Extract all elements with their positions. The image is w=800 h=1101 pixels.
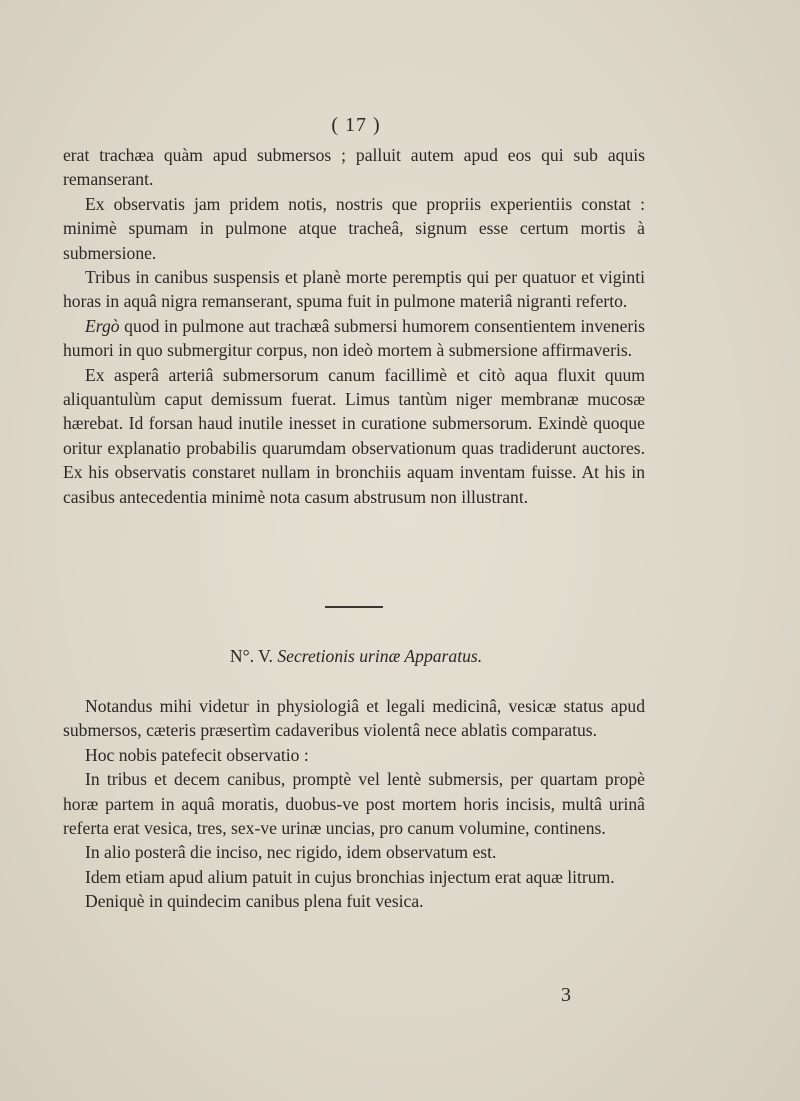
italic-lead-word: Ergò (85, 315, 120, 336)
paragraph: Ergò quod in pulmone aut trachæâ submersi humorem consentientem inveneris humori in quo submergitur corpus, non ideò mortem à submersione affirmaveris. (63, 315, 645, 361)
bottom-text-block (63, 694, 645, 914)
paragraph: erat trachæa quàm apud submersos ; palluit autem apud eos qui sub aquis remanserant. (63, 145, 645, 190)
signature-mark: 3 (561, 984, 571, 1006)
paragraph: Tribus in canibus suspensis et planè morte peremptis qui per quatuor et viginti horas in aquâ nigra remanserant, spuma fuit in pulmone materiâ nigranti referto. (63, 267, 645, 312)
paragraph: Deniquè in quindecim canibus plena fuit vesica. (85, 891, 424, 912)
paragraph: Ex observatis jam pridem notis, nostris que propriis experientiis constat : minimè spumam in pulmone atque tracheâ, signum esse certum mortis à submersione. (63, 193, 645, 263)
paragraph: Notandus mihi videtur in physiologiâ et legali medicinâ, vesicæ status apud submersos, cæteris præsertìm cadaveribus violentâ nece ablatis comparatus. (63, 696, 645, 741)
paragraph: Idem etiam apud alium patuit in cujus bronchias injectum erat aquæ litrum. (85, 866, 615, 887)
paragraph: In tribus et decem canibus, promptè vel lentè submersis, per quartam propè horæ partem in aquâ moratis, duobus-ve post mortem horis incisis, multâ urinâ referta erat vesica, tres, sex-ve urinæ uncias, pro canum volumine, continens. (63, 769, 645, 839)
page-number: ( 17 ) (331, 114, 381, 136)
top-text-block (63, 143, 645, 509)
paragraph: In alio posterâ die inciso, nec rigido, idem observatum est. (85, 842, 497, 863)
paragraph: Hoc nobis patefecit observatio : (85, 744, 309, 765)
paragraph: Ex asperâ arteriâ submersorum canum facillimè et citò aqua fluxit quum aliquantulùm caput demissum fuerat. Limus tantùm niger membranæ mucosæ hærebat. Id forsan haud inutile inesset in curatione submersorum. Exindè quoque oritur explanatio probabilis quarumdam observationum quas tradiderunt auctores. Ex his observatis constaret nullam in bronchiis aquam inventam fuisse. At his in casibus antecedentia minimè nota casum abstrusum non illustrant. (63, 364, 645, 507)
section-title: Secretionis urinæ Apparatus. (277, 646, 483, 666)
section-heading (0, 646, 712, 667)
section-number: N°. V. (229, 646, 273, 666)
section-divider-rule (325, 606, 383, 608)
